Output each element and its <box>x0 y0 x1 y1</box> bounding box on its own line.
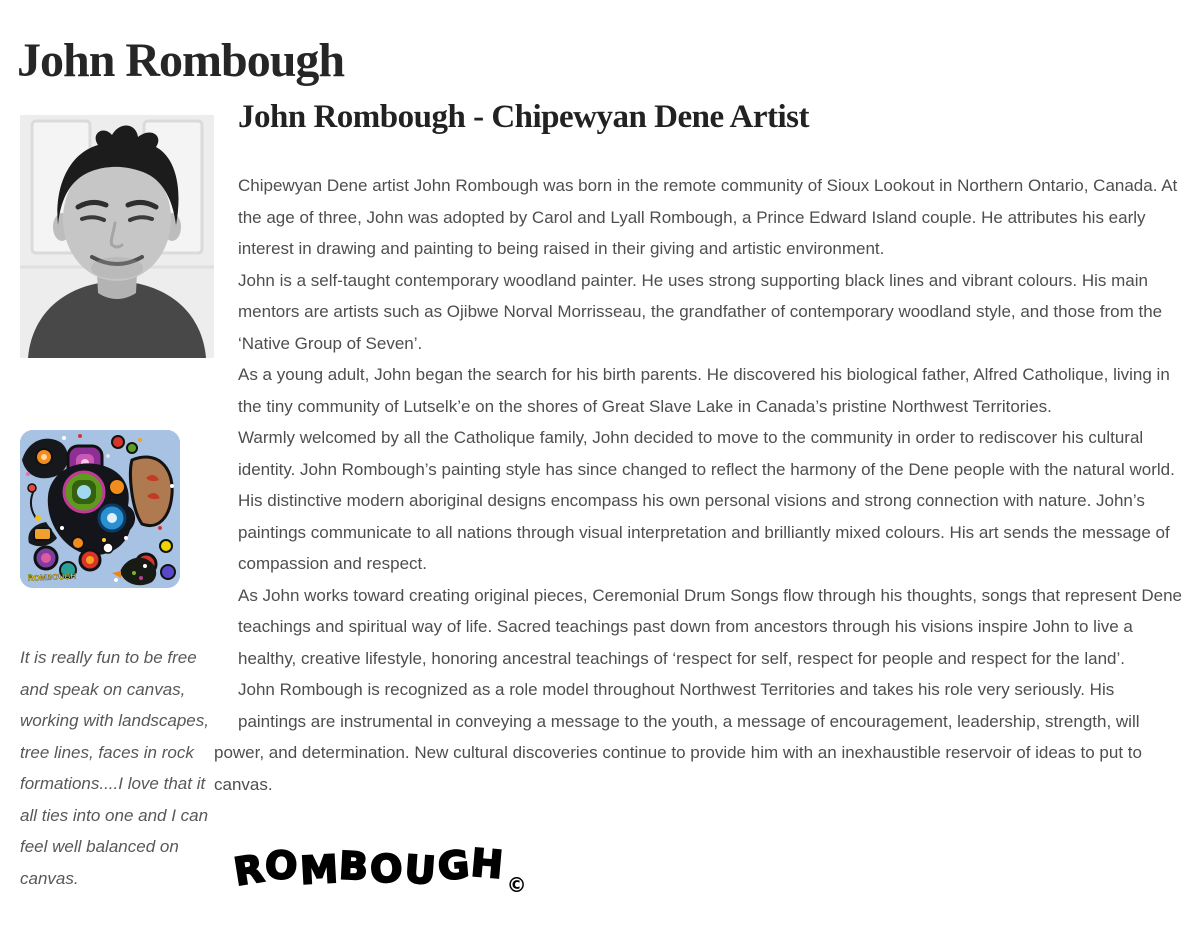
portrait-illustration <box>20 115 214 358</box>
article-heading: John Rombough - Chipewyan Dene Artist <box>238 99 809 135</box>
bio-paragraph-2: John is a self-taught contemporary woodland painter. He uses strong supporting black lines and vibrant colours. His main mentors are artists such as Ojibwe Norval Morrisseau, the grandfather of contemporary woodland style, and those from the ‘Native Group of Seven’. <box>238 270 1163 353</box>
artist-signature <box>230 840 527 897</box>
bio-paragraph-6-text: John Rombough is recognized as a role model throughout Northwest Territories and takes his role very seriously. His paintings are instrumental in conveying a message to the youth, a message of encouragement, leadership, strength, will power, and determination. New cultural discoveries continue to provide him with an inexhaustible reservoir of ideas to put to canvas. <box>214 680 1142 794</box>
bio-paragraph-4: Warmly welcomed by all the Catholique family, John decided to move to the community in order to rediscover his cultural identity. John Rombough’s painting style has since changed to reflect the harmony of the Dene people with the natural world. His distinctive modern aboriginal designs encompass his own personal visions and strong connection with nature. John’s paintings communicate to all nations through visual interpretation and brilliantly mixed colours. His art sends the message of compassion and respect. <box>238 428 1175 573</box>
page-title: John Rombough <box>17 34 345 88</box>
wrap-shim <box>214 674 238 737</box>
portrait-photo <box>20 115 214 358</box>
bio-paragraph-1: Chipewyan Dene artist John Rombough was born in the remote community of Sioux Lookout in Northern Ontario, Canada. At the age of three, John was adopted by Carol and Lyall Rombough, a Prince Edward Island couple. He attributes his early interest in drawing and painting to being raised in their giving and artistic environment. <box>238 176 1178 258</box>
artwork-thumbnail <box>20 430 180 588</box>
pull-quote: It is really fun to be free and speak on canvas, working with landscapes, tree lines, faces in rock formations....I love that it all ties into one and I can feel well balanced on canvas. <box>20 648 209 888</box>
bio-paragraph-6 <box>214 674 1183 800</box>
bio-paragraph-3: As a young adult, John began the search for his birth parents. He discovered his biological father, Alfred Catholique, living in the tiny community of Lutselk’e on the shores of Great Slave Lake in Canada’s pristine Northwest Territories. <box>238 365 1170 416</box>
copyright-icon: © <box>506 873 527 897</box>
bio-paragraph-5: As John works toward creating original pieces, Ceremonial Drum Songs flow through his thoughts, songs that represent Dene teachings and spiritual way of life. Sacred teachings past down from ancestors through his visions inspire John to live a healthy, creative lifestyle, honoring ancestral teachings of ‘respect for self, respect for people and respect for the land’. <box>238 585 1182 668</box>
artwork-signature-text: ROMBOUGH <box>27 571 77 583</box>
artwork-illustration <box>20 430 180 588</box>
signature-text: ROMBOUGH <box>230 840 507 895</box>
article <box>214 96 1183 800</box>
